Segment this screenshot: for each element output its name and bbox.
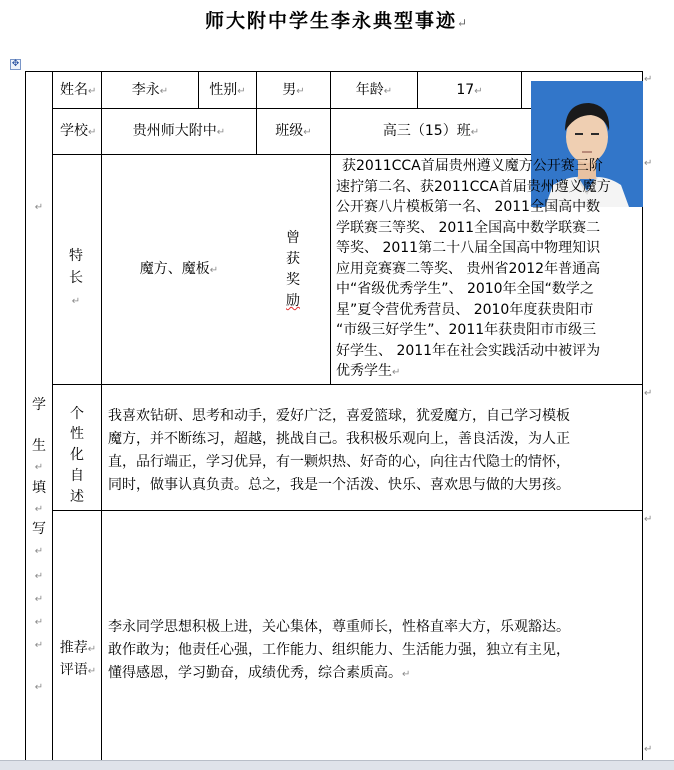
class-label: 班级↵	[275, 123, 312, 139]
awards-line: 速拧第二名、获2011CCA首届贵州遵义魔方	[336, 178, 611, 195]
age-value[interactable]: 17↵	[456, 82, 483, 98]
document-title	[0, 6, 674, 33]
self-intro-line: 直，品行端正，学习优异，有一颗炽热、好奇的心，向往古代隐士的情怀，	[108, 454, 570, 470]
awards-line: “市级三好学生”、2011年获贵阳市市级三	[336, 322, 597, 338]
name-label: 姓名↵	[60, 82, 97, 98]
self-intro-line: 我喜欢钻研、思考和动手，爱好广泛，喜爱篮球，犹爱魔方，自己学习模板	[108, 408, 570, 424]
table-move-handle-icon[interactable]: ✥	[11, 59, 20, 69]
recommend-line: 懂得感恩，学习勤奋，成绩优秀，综合素质高。↵	[108, 665, 411, 681]
recommend-text[interactable]	[108, 616, 642, 686]
awards-line: 等奖、 2011第二十八届全国高中物理知识	[336, 240, 601, 256]
recommend-line: 敢作敢为；他责任心强，工作能力、组织能力、生活能力强，独立有主见，	[108, 642, 570, 658]
document-title-text: 师大附中学生李永典型事迹	[204, 10, 457, 32]
specialty-value[interactable]: 魔方、魔板↵	[139, 261, 219, 277]
school-value[interactable]: 贵州师大附中↵	[132, 123, 226, 139]
class-value[interactable]: 高三（15）班↵	[382, 123, 480, 139]
awards-line: 公开赛八片模板第一名、 2011全国高中数	[336, 199, 601, 215]
awards-line: 中“省级优秀学生”、 2010年全国“数学之	[336, 281, 594, 297]
awards-line: 好学生、 2011年在社会实践活动中被评为	[336, 342, 601, 359]
self-intro-line: 同时，做事认真负责。总之，我是一个活泼、快乐、喜欢思与做的大男孩。	[108, 477, 570, 493]
awards-line: 应用竞赛赛二等奖、 贵州省2012年普通高	[336, 260, 601, 277]
gender-label: 性别↵	[209, 82, 246, 98]
awards-line: 获2011CCA首届贵州遵义魔方公开赛三阶	[342, 158, 603, 174]
school-label: 学校↵	[60, 123, 97, 139]
awards-line: 优秀学生↵	[336, 363, 401, 379]
awards-text[interactable]	[336, 156, 642, 384]
self-intro-line: 魔方，并不断练习，超越，挑战自己。我积极乐观向上，善良活泼，为人正	[108, 431, 570, 447]
self-intro-text[interactable]	[108, 405, 642, 497]
paragraph-mark: ↵	[456, 16, 470, 30]
age-label: 年龄↵	[355, 82, 393, 98]
recommend-label: 推荐↵ 评语↵	[59, 640, 97, 678]
gender-value[interactable]: 男↵	[282, 82, 305, 98]
name-value[interactable]: 李永↵	[131, 82, 169, 98]
awards-line: 学联赛三等奖、 2011全国高中数学联赛二	[336, 219, 601, 236]
recommend-line: 李永同学思想积极上进，关心集体，尊重师长，性格直率大方，乐观豁达。	[108, 619, 570, 635]
awards-line: 星”夏令营优秀营员、 2010年度获贵阳市	[336, 301, 594, 318]
